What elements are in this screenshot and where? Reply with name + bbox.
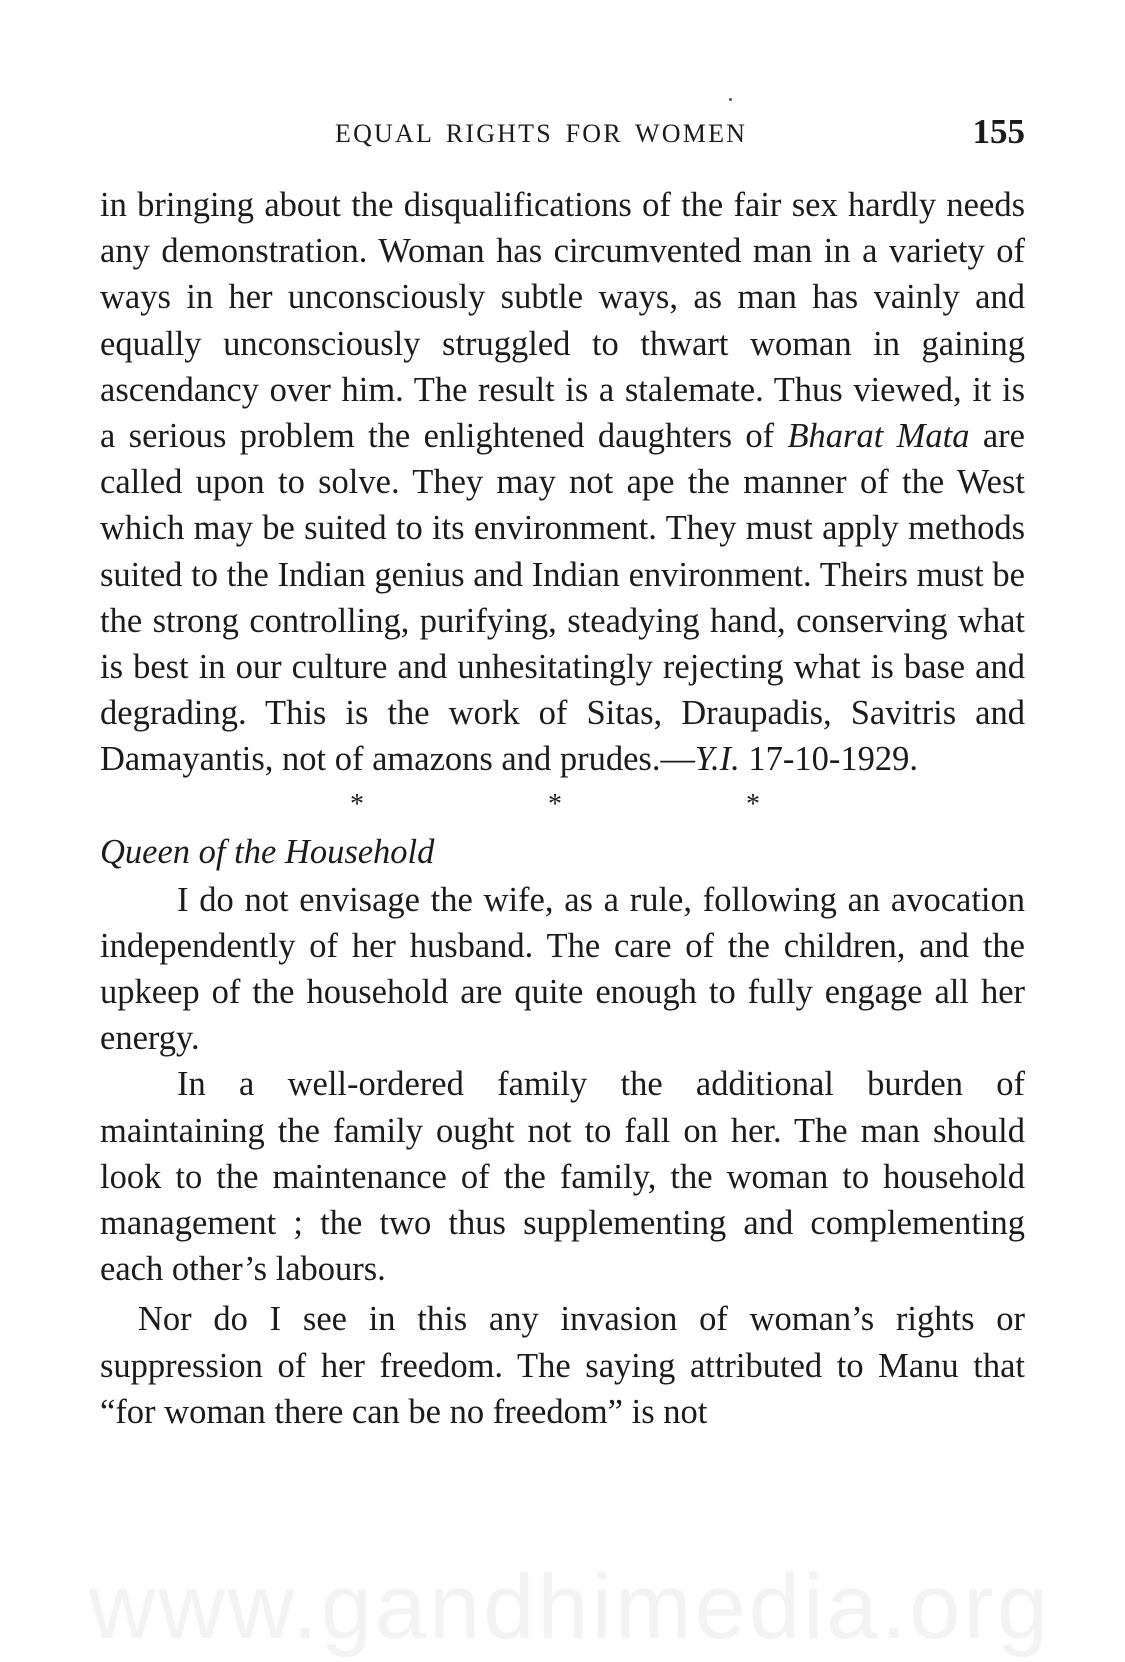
paragraph: I do not envisage the wife, as a rule, following an avocation independently of her husband. The care of the children, and the upkeep of the household are quite enough to fully engage all her energy. xyxy=(100,880,1025,1058)
citation-date: 17-10-1929. xyxy=(739,740,918,779)
paragraph-continuation xyxy=(100,182,1025,783)
paragraph: In a well-ordered family the additional burden of maintaining the family ought not to fall on her. The man should look to the maintenance of the family, the woman to household management ; the two thus supplementing and complementing each other’s labours. xyxy=(100,1065,1025,1289)
section-separator xyxy=(350,785,760,825)
running-head xyxy=(100,112,1025,156)
paragraph: Nor do I see in this any invasion of woman’s rights or suppression of her freedom. The saying attributed to Manu that “for woman there can be no freedom” is not xyxy=(100,1300,1025,1431)
body-text xyxy=(100,182,1025,1435)
running-title: EQUAL RIGHTS FOR WOMEN xyxy=(335,119,748,148)
section-heading: Queen of the Household xyxy=(100,832,435,871)
page-number: 155 xyxy=(972,112,1025,151)
asterisk: * xyxy=(548,788,562,820)
paragraph-text: are called upon to solve. They may not ape the manner of the West which may be suited to its environment. They must apply methods suited to the Indian genius and Indian environment. Theirs must be the strong controlling, purifying, steadying hand, conserving what is best in our culture and unhesitatingly rejecting what is base and degrading. This is the work of Sitas, Draupadis, Savitris and Damayantis, not of amazons and prudes.— xyxy=(100,417,1025,779)
italic-term: Bharat Mata xyxy=(787,417,970,456)
paragraph-text: in bringing about the disqualifications of the fair sex hardly needs any demonstration. Woman has circumvented man in a variety of ways in her unconsciously subtle ways, as man has vainly and equally unconsciously struggled to thwart woman in gaining ascendancy over him. The result is a stalemate. Thus viewed, it is a serious problem the enlightened daughters of xyxy=(100,186,1025,456)
citation-source: Y.I. xyxy=(694,740,740,779)
watermark: www.gandhimedia.org xyxy=(88,1556,1052,1658)
asterisk: * xyxy=(350,788,364,820)
asterisk: * xyxy=(746,788,760,820)
print-speck xyxy=(729,98,732,101)
